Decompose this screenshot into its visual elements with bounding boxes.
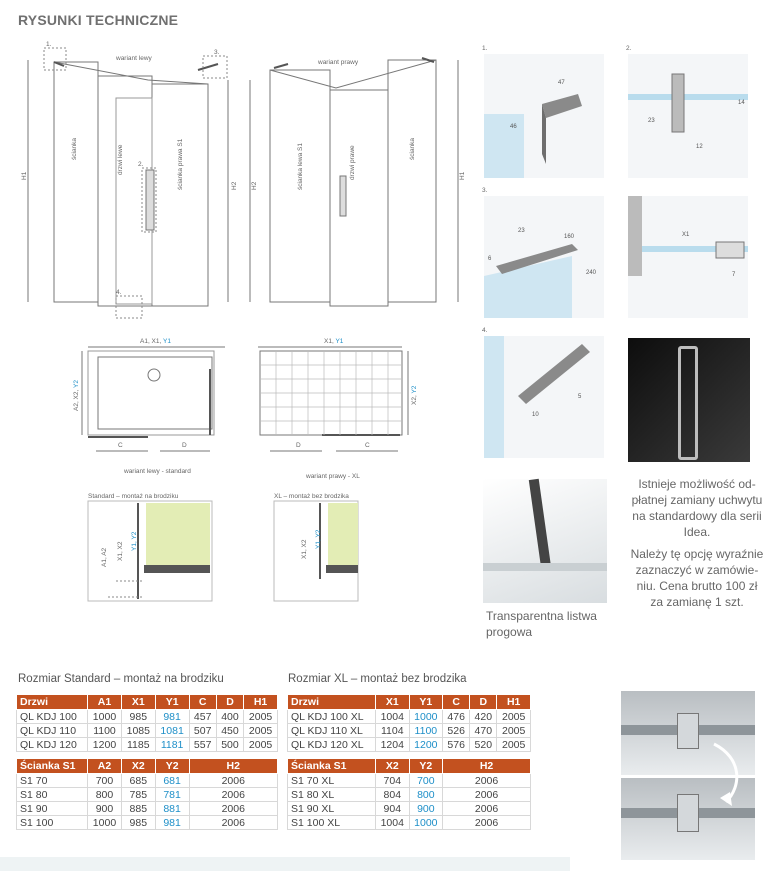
- table-row: S1 70 XL 704 700 2006: [288, 774, 531, 788]
- plan-left-top-y: Y1: [163, 338, 171, 345]
- svg-text:14: 14: [738, 100, 745, 106]
- svg-text:X1, Y1: [324, 338, 344, 345]
- plan-right-top-dim: X1,: [324, 338, 336, 345]
- label-scianka-left: ścianka: [71, 137, 78, 160]
- detail-2: [626, 44, 750, 180]
- table-row: QL KDJ 110 XL 1104 1100 526 470 2005: [288, 724, 531, 738]
- svg-text:A2, X2, Y2: [73, 380, 80, 411]
- dim-h2-left: H2: [231, 181, 238, 190]
- label-scianka-lewa-s1: ścianka lewa S1: [297, 143, 304, 190]
- section-xl-y1y2: Y1, Y2: [315, 529, 322, 549]
- svg-text:23: 23: [648, 118, 655, 124]
- detail-5: [482, 326, 606, 460]
- label-scianka-right: ścianka: [409, 137, 416, 160]
- svg-text:23: 23: [518, 228, 525, 234]
- table-row: QL KDJ 100 1000 985 981 457 400 2005: [17, 710, 278, 724]
- page-title: RYSUNKI TECHNICZNE: [18, 12, 179, 28]
- plan-left-side-dim: A2, X2,: [73, 387, 80, 411]
- plan-left-side-y: Y2: [73, 380, 80, 388]
- table-row: QL KDJ 100 XL 1004 1000 476 420 2005: [288, 710, 531, 724]
- footer-band: [0, 857, 570, 871]
- table-row: S1 90 900 885 881 2006: [17, 802, 278, 816]
- table-xl-title: Rozmiar XL – montaż bez brodzika: [288, 673, 467, 685]
- threshold-photo: [483, 479, 607, 603]
- section-xl-caption: XL – montaż bez brodzika: [274, 493, 349, 500]
- svg-text:2.: 2.: [626, 45, 632, 52]
- svg-text:A1, X1, Y1: [140, 338, 171, 345]
- table-standard: Drzwi A1 X1 Y1 C D H1 QL KDJ 100 1000 985 981 457 400 2005 QL KDJ 110 1100 1085 1081 507 450 2005 QL KDJ 120 1200 1185 1181 557 500 2005 Ścianka S1 A2 X2 Y2 H2 S1 70 700 685 681 2006 S1 80 800 785 781 2006 S1 90 900 885 881 2006 S1 100 1000 985 981 2006: [16, 694, 278, 830]
- callout-4: 4.: [116, 289, 122, 296]
- svg-text:10: 10: [532, 412, 539, 418]
- table-row: S1 100 1000 985 981 2006: [17, 816, 278, 830]
- section-y1y2: Y1, Y2: [131, 531, 138, 551]
- table-row: S1 80 XL 804 800 2006: [288, 788, 531, 802]
- svg-text:12: 12: [696, 144, 703, 150]
- table-xl: Drzwi X1 Y1 C D H1 QL KDJ 100 XL 1004 1000 476 420 2005 QL KDJ 110 XL 1104 1100 526 470 2005 QL KDJ 120 XL 1204 1200 576 520 2005 Ścianka S1 X2 Y2 H2 S1 70 XL 704 700 2006 S1 80 XL 804 800 2006 S1 90 XL 904 900 2006 S1 100 XL 1004 1000 2006: [287, 694, 531, 830]
- elevation-right-caption: wariant prawy: [318, 59, 359, 66]
- svg-text:X1: X1: [682, 232, 690, 238]
- callout-3: 3.: [214, 49, 220, 56]
- svg-text:5: 5: [578, 394, 582, 400]
- plan-right-caption: wariant prawy - XL: [306, 473, 360, 480]
- section-a1a2: A1, A2: [101, 547, 108, 567]
- table-row: QL KDJ 110 1100 1085 1081 507 450 2005: [17, 724, 278, 738]
- callout-1: 1.: [46, 41, 52, 48]
- table-row: S1 100 XL 1004 1000 2006: [288, 816, 531, 830]
- threshold-caption: Transparentna listwa progowa: [486, 609, 597, 639]
- svg-text:4.: 4.: [482, 327, 488, 334]
- plan-right-side-dim: X2,: [411, 393, 418, 405]
- table-row: QL KDJ 120 1200 1185 1181 557 500 2005: [17, 738, 278, 752]
- table-standard-title: Rozmiar Standard – montaż na brodziku: [18, 673, 224, 685]
- svg-text:46: 46: [510, 124, 517, 130]
- callout-2: 2.: [138, 161, 144, 168]
- elevation-drawings: [18, 40, 468, 320]
- handle-swap-note: Istnieje możliwość od- płatnej zamiany uchwytu na standardowy dla serii Idea. Należy tę opcję wyraźnie zaznaczyć w zamówie- niu. Cena brutto 100 zł za zamianę 1 szt.: [630, 477, 764, 609]
- plan-right-d: D: [296, 442, 301, 449]
- handle-photo: [628, 338, 750, 462]
- svg-text:X2, Y2: [411, 385, 418, 405]
- plan-left-caption: wariant lewy - standard: [124, 468, 191, 475]
- table-row: S1 90 XL 904 900 2006: [288, 802, 531, 816]
- arrow-icon: [708, 740, 748, 810]
- label-scianka-prawa-s1: ścianka prawa S1: [177, 138, 184, 190]
- elevation-left-caption: wariant lewy: [116, 55, 152, 62]
- svg-text:3.: 3.: [482, 187, 488, 194]
- svg-text:1.: 1.: [482, 45, 488, 52]
- detail-4: [626, 196, 750, 320]
- dim-h1-right: H1: [459, 171, 466, 180]
- svg-text:6: 6: [488, 256, 492, 262]
- svg-text:47: 47: [558, 80, 565, 86]
- label-drzwi-prawe: drzwi prawe: [349, 145, 356, 180]
- dim-h2-right: H2: [251, 181, 258, 190]
- table-row: QL KDJ 120 XL 1204 1200 576 520 2005: [288, 738, 531, 752]
- plan-right-side-y: Y2: [411, 385, 418, 394]
- plan-left-d: D: [182, 442, 187, 449]
- plan-right-top-y: Y1: [335, 338, 344, 345]
- svg-text:7: 7: [732, 272, 736, 278]
- floor-plans: [60, 333, 430, 483]
- plan-right-c: C: [365, 442, 370, 449]
- plan-left-top-dim: A1, X1,: [140, 338, 164, 345]
- section-xl-x1x2: X1, X2: [301, 539, 308, 559]
- section-x1x2: X1, X2: [117, 541, 124, 561]
- section-drawings: [80, 489, 360, 607]
- table-row: S1 70 700 685 681 2006: [17, 774, 278, 788]
- section-standard-caption: Standard – montaż na brodziku: [88, 493, 179, 500]
- table-row: S1 80 800 785 781 2006: [17, 788, 278, 802]
- label-drzwi-lewe: drzwi lewe: [117, 144, 124, 175]
- svg-text:160: 160: [564, 234, 575, 240]
- plan-left-c: C: [118, 442, 123, 449]
- detail-3: [482, 186, 606, 320]
- dim-h1-left: H1: [21, 171, 28, 180]
- svg-text:240: 240: [586, 270, 597, 276]
- detail-1: [482, 44, 606, 180]
